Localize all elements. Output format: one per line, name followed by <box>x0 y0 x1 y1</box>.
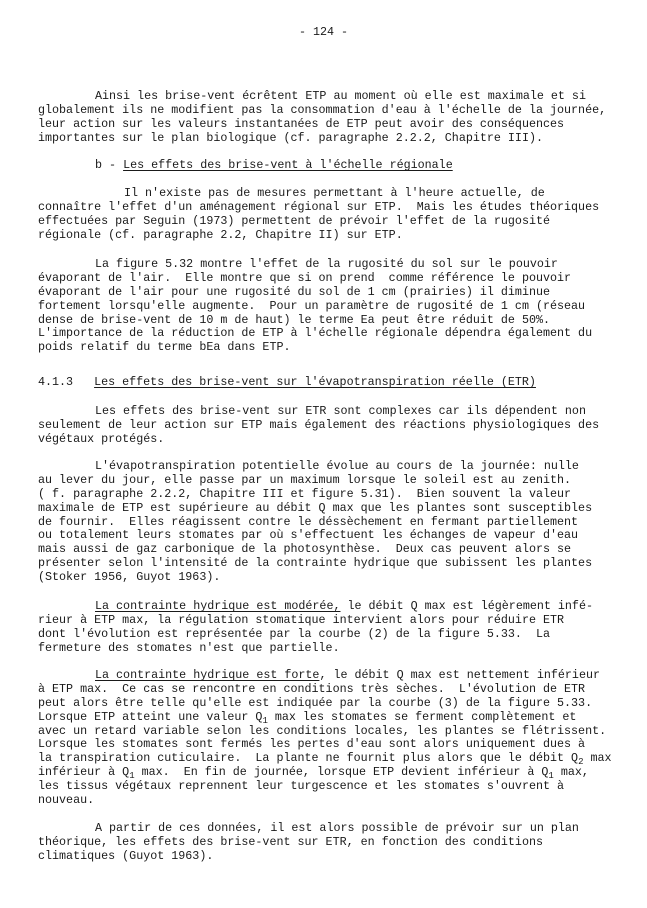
section-number: 4.1.3 <box>38 375 74 389</box>
text-line: A partir de ces données, il est alors possible de prévoir sur un plan <box>95 821 579 835</box>
text-line: effectuées par Seguin (1973) permettent de prévoir l'effet de la rugosité <box>38 213 550 228</box>
text-line: régionale (cf. paragraphe 2.2, Chapitre II) sur ETP. <box>38 227 403 242</box>
text-line: nouveau. <box>38 793 95 808</box>
text-line <box>38 766 612 780</box>
text-line: globalement ils ne modifient pas la consommation d'eau à l'échelle de la journée, <box>38 102 607 117</box>
text-span: max les stomates se ferment complètement et <box>267 709 577 724</box>
text-line: évaporant de l'air pour une rugosité du sol de 1 cm (prairies) il diminue <box>38 284 550 299</box>
text-line: (Stoker 1956, Guyot 1963). <box>38 570 221 585</box>
text-span: max, <box>553 765 589 780</box>
text-span: inférieur à Q <box>38 765 130 780</box>
text-line: de fournir. Elles réagissent contre le déssèchement en fermant partiellement <box>38 514 579 529</box>
section-heading-b <box>38 159 453 173</box>
text-line: dense de brise-vent de 10 m de haut) le terme Ea peut être réduit de 50%. <box>38 312 550 327</box>
paragraph-regional <box>38 187 599 243</box>
text-line: fermeture des stomates n'est que partielle. <box>38 640 340 655</box>
paragraph-conclusion <box>38 822 579 864</box>
text-span: max. En fin de journée, lorsque ETP devient inférieur à Q <box>134 765 549 780</box>
text-line: L'évapotranspiration potentielle évolue au cours de la journée: nulle <box>95 459 579 473</box>
text-line: importantes sur le plan biologique (cf. paragraphe 2.2.2, Chapitre III). <box>38 130 543 145</box>
subscript: 1 <box>262 715 268 726</box>
page-number: - 124 - <box>298 25 349 39</box>
text-line: Il n'existe pas de mesures permettant à l'heure actuelle, de <box>124 186 545 200</box>
paragraph-strong-stress <box>38 669 612 808</box>
text-line: ou totalement leurs stomates par où s'effectuent les échanges de vapeur d'eau <box>38 528 579 543</box>
text-line: climatiques (Guyot 1963). <box>38 848 214 863</box>
text-line: au lever du jour, elle passe par un maximum lorsque le soleil est au zenith. <box>38 472 572 487</box>
text-line: végétaux protégés. <box>38 431 165 446</box>
heading-prefix: b - <box>95 158 124 172</box>
text-line: L'importance de la réduction de ETP à l'échelle régionale dépendra également du <box>38 326 593 341</box>
section-title: Les effets des brise-vent sur l'évapotranspiration réelle (ETR) <box>94 375 536 389</box>
underlined-lead: La contrainte hydrique est forte <box>95 668 320 682</box>
text-line: ( f. paragraphe 2.2.2, Chapitre III et figure 5.31). Bien souvent la valeur <box>38 486 572 501</box>
text-line: leur action sur les valeurs instantanées de ETP peut avoir des conséquences <box>38 116 565 131</box>
text-line: poids relatif du terme bEa dans ETP. <box>38 340 291 355</box>
underlined-lead: La contrainte hydrique est modérée, <box>95 599 341 613</box>
text-line: rieur à ETP max, la régulation stomatique intervient alors pour réduire ETR <box>38 612 565 627</box>
subscript: 1 <box>548 771 554 782</box>
paragraph-etp-daily <box>38 460 592 585</box>
text-line: maximale de ETP est supérieure au débit Q max que les plantes sont susceptibles <box>38 500 593 515</box>
heading-title: Les effets des brise-vent à l'échelle régionale <box>123 158 453 172</box>
text-line: dont l'évolution est représentée par la courbe (2) de la figure 5.33. La <box>38 626 550 641</box>
paragraph-figure-532 <box>38 258 592 355</box>
text-line: connaître l'effet d'un aménagement régional sur ETP. Mais les études théoriques <box>38 199 600 214</box>
paragraph-brise-vent-etp <box>38 90 606 146</box>
text-line: fortement lorsqu'elle augmente. Pour un paramètre de rugosité de 1 cm (réseau <box>38 298 586 313</box>
text-line: évaporant de l'air. Elle montre que si on prend comme référence le pouvoir <box>38 270 572 285</box>
section-heading-413 <box>38 376 536 390</box>
text-span: max <box>583 751 612 766</box>
text-line: Les effets des brise-vent sur ETR sont complexes car ils dépendent non <box>95 404 586 418</box>
text-line: seulement de leur action sur ETP mais également des réactions physiologiques des <box>38 417 600 432</box>
text-span: le débit Q max est légèrement infé- <box>340 599 593 613</box>
paragraph-etr-intro <box>38 405 599 447</box>
text-line <box>38 752 612 766</box>
text-line: Lorsque les stomates sont fermés les pertes d'eau sont alors uniquement dues à <box>38 737 586 752</box>
text-span: la transpiration cuticulaire. La plante ne fournit plus alors que le débit Q <box>38 751 579 766</box>
text-line: à ETP max. Ce cas se rencontre en conditions très sèches. L'évolution de ETR <box>38 681 586 696</box>
text-line: Ainsi les brise-vent écrêtent ETP au moment où elle est maximale et si <box>95 89 586 103</box>
text-line: peut alors être telle qu'elle est indiquée par la courbe (3) de la figure 5.33. <box>38 695 593 710</box>
text-line: théorique, les effets des brise-vent sur ETR, en fonction des conditions <box>38 834 543 849</box>
text-line <box>38 711 612 725</box>
text-line: La figure 5.32 montre l'effet de la rugosité du sol sur le pouvoir <box>95 257 558 271</box>
text-line: mais aussi de gaz carbonique de la photosynthèse. Deux cas peuvent alors se <box>38 542 572 557</box>
subscript: 2 <box>578 757 584 768</box>
subscript: 1 <box>129 771 135 782</box>
text-line: avec un retard variable selon les conditions locales, les plantes se flétrissent. <box>38 723 607 738</box>
text-line: les tissus végétaux reprennent leur turgescence et les stomates s'ouvrent à <box>38 779 565 794</box>
text-span: Lorsque ETP atteint une valeur Q <box>38 709 263 724</box>
text-span: , le débit Q max est nettement inférieur <box>319 668 600 682</box>
text-line: présenter selon l'intensité de la contrainte hydrique que subissent les plantes <box>38 556 593 571</box>
paragraph-moderate-stress <box>38 600 593 656</box>
